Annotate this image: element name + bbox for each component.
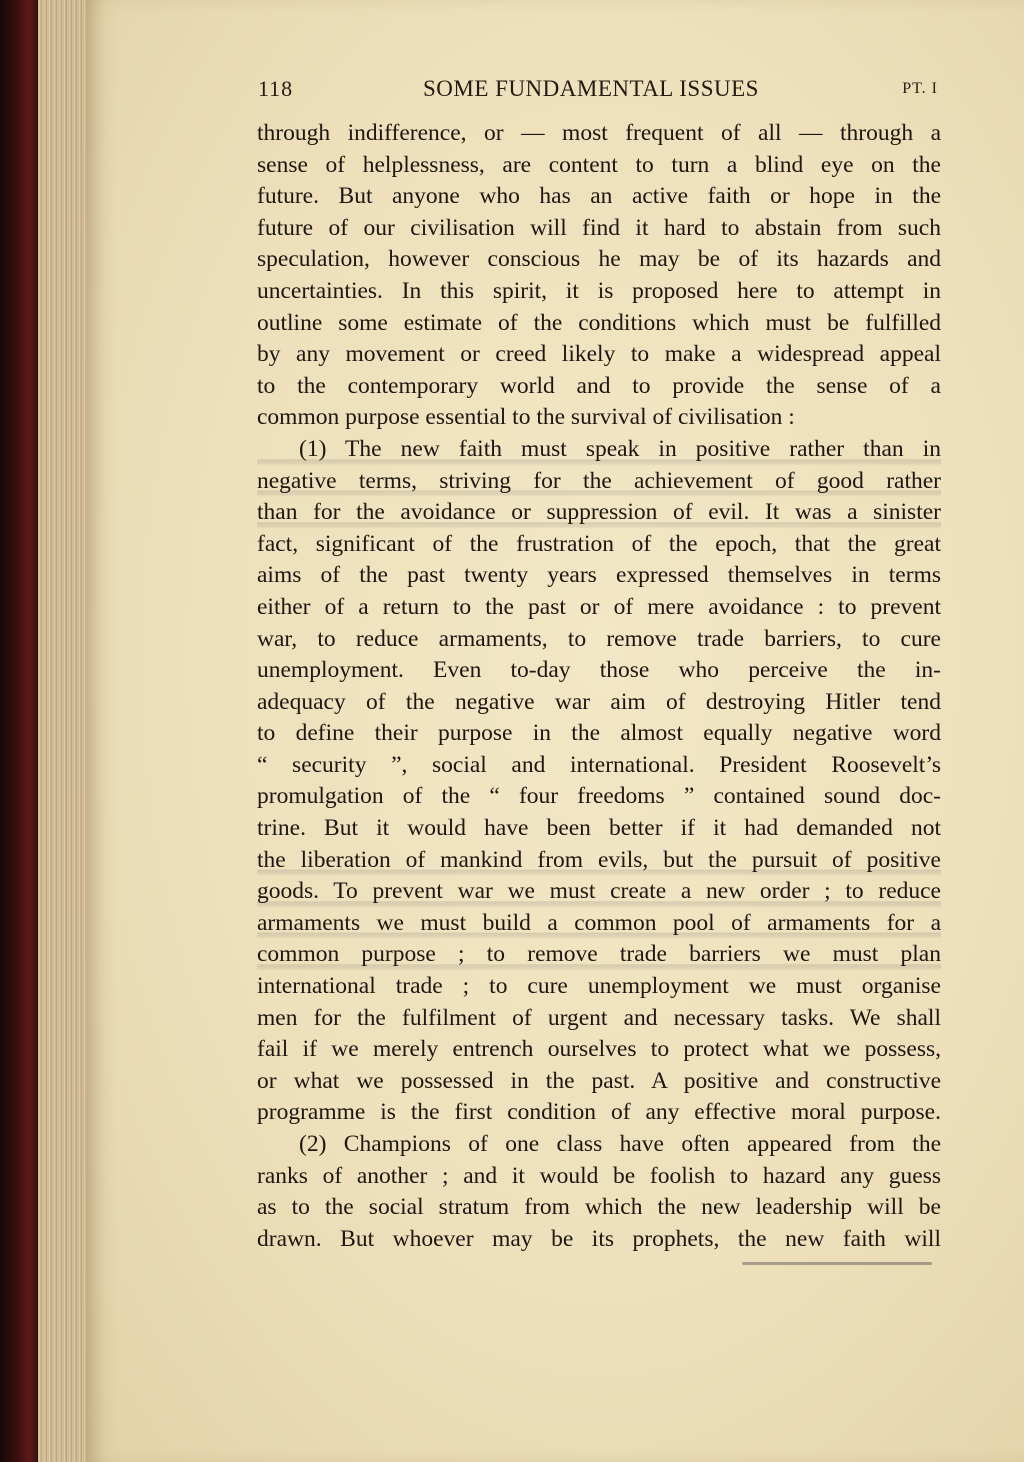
- text-line: “ security ”, social and international. President Roosevelt’s: [257, 751, 941, 778]
- text-line: ranks of another ; and it would be foolish to hazard any guess: [257, 1162, 941, 1189]
- text-line: programme is the first condition of any effective moral purpose.: [257, 1099, 941, 1126]
- text-line: or what we possessed in the past. A positive and constructive: [257, 1067, 941, 1094]
- running-head: [258, 76, 938, 108]
- text-line: men for the fulfilment of urgent and necessary tasks. We shall: [257, 1004, 941, 1031]
- part-label: PT. I: [902, 80, 938, 97]
- book-binding: [0, 0, 40, 1462]
- text-line: future. But anyone who has an active faith or hope in the: [257, 183, 941, 210]
- text-line: by any movement or creed likely to make a widespread appeal: [257, 341, 941, 368]
- text-line: negative terms, striving for the achievement of good rather: [257, 466, 941, 498]
- text-line: the liberation of mankind from evils, but the pursuit of positive: [257, 845, 941, 877]
- text-line: armaments we must build a common pool of armaments for a: [257, 908, 941, 940]
- text-line: fail if we merely entrench ourselves to protect what we possess,: [257, 1036, 941, 1063]
- pencil-underline: [742, 1262, 932, 1265]
- page-number: 118: [258, 76, 294, 101]
- text-line: to the contemporary world and to provide the sense of a: [257, 372, 941, 399]
- text-line: (2) Champions of one class have often appeared from the: [299, 1131, 941, 1157]
- text-line: unemployment. Even to-day those who perceive the in-: [257, 657, 941, 684]
- text-line: sense of helplessness, are content to turn a blind eye on the: [257, 151, 941, 178]
- text-line: war, to reduce armaments, to remove trade barriers, to cure: [257, 625, 941, 652]
- text-line: common purpose essential to the survival of civilisation :: [257, 404, 795, 431]
- text-line: trine. But it would have been better if it had demanded not: [257, 815, 941, 842]
- text-line: either of a return to the past or of mere avoidance : to prevent: [257, 593, 941, 620]
- body-text: [257, 118, 941, 1255]
- text-line: to define their purpose in the almost equally negative word: [257, 720, 941, 747]
- chapter-running-title: SOME FUNDAMENTAL ISSUES: [423, 76, 759, 101]
- text-line: as to the social stratum from which the new leadership will be: [257, 1194, 941, 1221]
- text-line: uncertainties. In this spirit, it is proposed here to attempt in: [257, 277, 941, 304]
- text-line: international trade ; to cure unemployment we must organise: [257, 973, 941, 1000]
- text-line: outline some estimate of the conditions which must be fulfilled: [257, 309, 941, 336]
- page-edges: [38, 0, 90, 1462]
- text-line: future of our civilisation will find it hard to abstain from such: [257, 214, 941, 241]
- text-line: aims of the past twenty years expressed themselves in terms: [257, 562, 941, 589]
- text-line: drawn. But whoever may be its prophets, the new faith will: [257, 1225, 941, 1252]
- text-line: (1) The new faith must speak in positive rather than in: [257, 434, 941, 466]
- text-line: fact, significant of the frustration of the epoch, that the great: [257, 530, 941, 557]
- text-line: goods. To prevent war we must create a new order ; to reduce: [257, 876, 941, 908]
- text-line: common purpose ; to remove trade barriers we must plan: [257, 939, 941, 971]
- text-line: speculation, however conscious he may be of its hazards and: [257, 246, 941, 273]
- text-line: promulgation of the “ four freedoms ” contained sound doc-: [257, 783, 941, 810]
- text-line: than for the avoidance or suppression of evil. It was a sinister: [257, 497, 941, 529]
- text-line: through indifference, or — most frequent of all — through a: [257, 120, 941, 146]
- text-line: adequacy of the negative war aim of destroying Hitler tend: [257, 688, 941, 715]
